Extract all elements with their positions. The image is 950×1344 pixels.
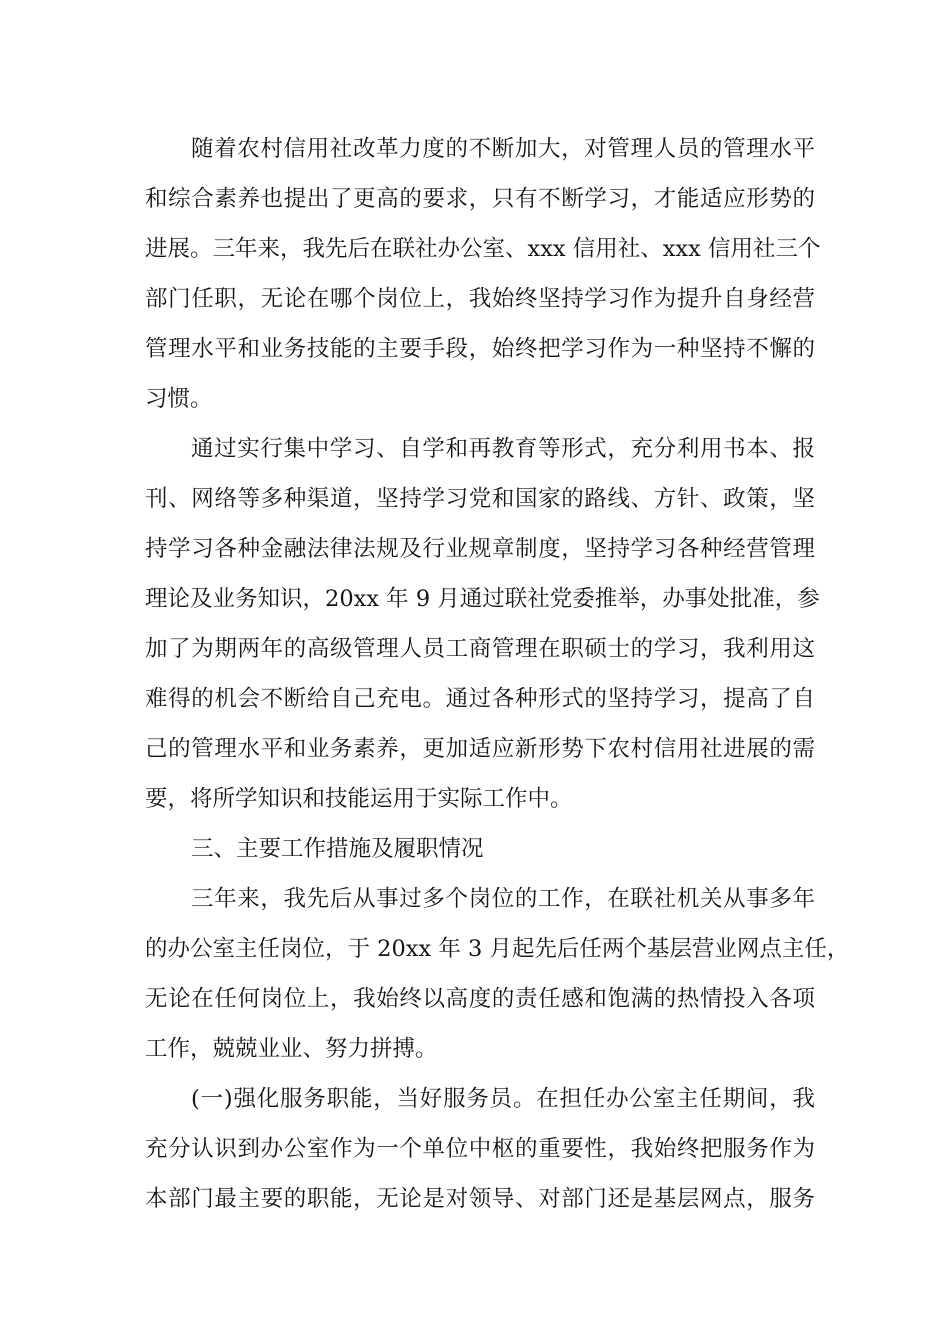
text-line: 刊、网络等多种渠道，坚持学习党和国家的路线、方针、政策，坚 [145,486,815,512]
text-line: 无论在任何岗位上，我始终以高度的责任感和饱满的热情投入各项 [145,986,815,1012]
text-line: 本部门最主要的职能，无论是对领导、对部门还是基层网点，服务 [145,1186,815,1212]
text-line: 进展。三年来，我先后在联社办公室、xxx 信用社、xxx 信用社三个 [145,236,821,262]
text-line: 充分认识到办公室作为一个单位中枢的重要性，我始终把服务作为 [145,1136,815,1162]
text-line: 己的管理水平和业务素养，更加适应新形势下农村信用社进展的需 [145,736,815,762]
text-line: 难得的机会不断给自己充电。通过各种形式的坚持学习，提高了自 [145,686,815,712]
text-line: 的办公室主任岗位，于 20xx 年 3 月起先后任两个基层营业网点主任， [145,936,850,962]
text-line: 要，将所学知识和技能运用于实际工作中。 [145,786,573,812]
text-line: 随着农村信用社改革力度的不断加大，对管理人员的管理水平 [191,136,815,162]
text-line: 三年来，我先后从事过多个岗位的工作，在联社机关从事多年 [191,886,815,912]
text-line: 通过实行集中学习、自学和再教育等形式，充分利用书本、报 [191,436,815,462]
text-line: 部门任职，无论在哪个岗位上，我始终坚持学习作为提升自身经营 [145,286,815,312]
text-line: 和综合素养也提出了更高的要求，只有不断学习，才能适应形势的 [145,186,815,212]
section-heading: 三、主要工作措施及履职情况 [191,836,484,862]
text-line: 管理水平和业务技能的主要手段，始终把学习作为一种坚持不懈的 [145,336,815,362]
text-line: 习惯。 [145,386,213,412]
text-line: 理论及业务知识，20xx 年 9 月通过联社党委推举，办事处批准，参 [145,586,820,612]
text-line: (一)强化服务职能，当好服务员。在担任办公室主任期间，我 [191,1086,815,1112]
text-line: 持学习各种金融法律法规及行业规章制度，坚持学习各种经营管理 [145,536,815,562]
text-line: 加了为期两年的高级管理人员工商管理在职硕士的学习，我利用这 [145,636,815,662]
text-line: 工作，兢兢业业、努力拼搏。 [145,1036,438,1062]
